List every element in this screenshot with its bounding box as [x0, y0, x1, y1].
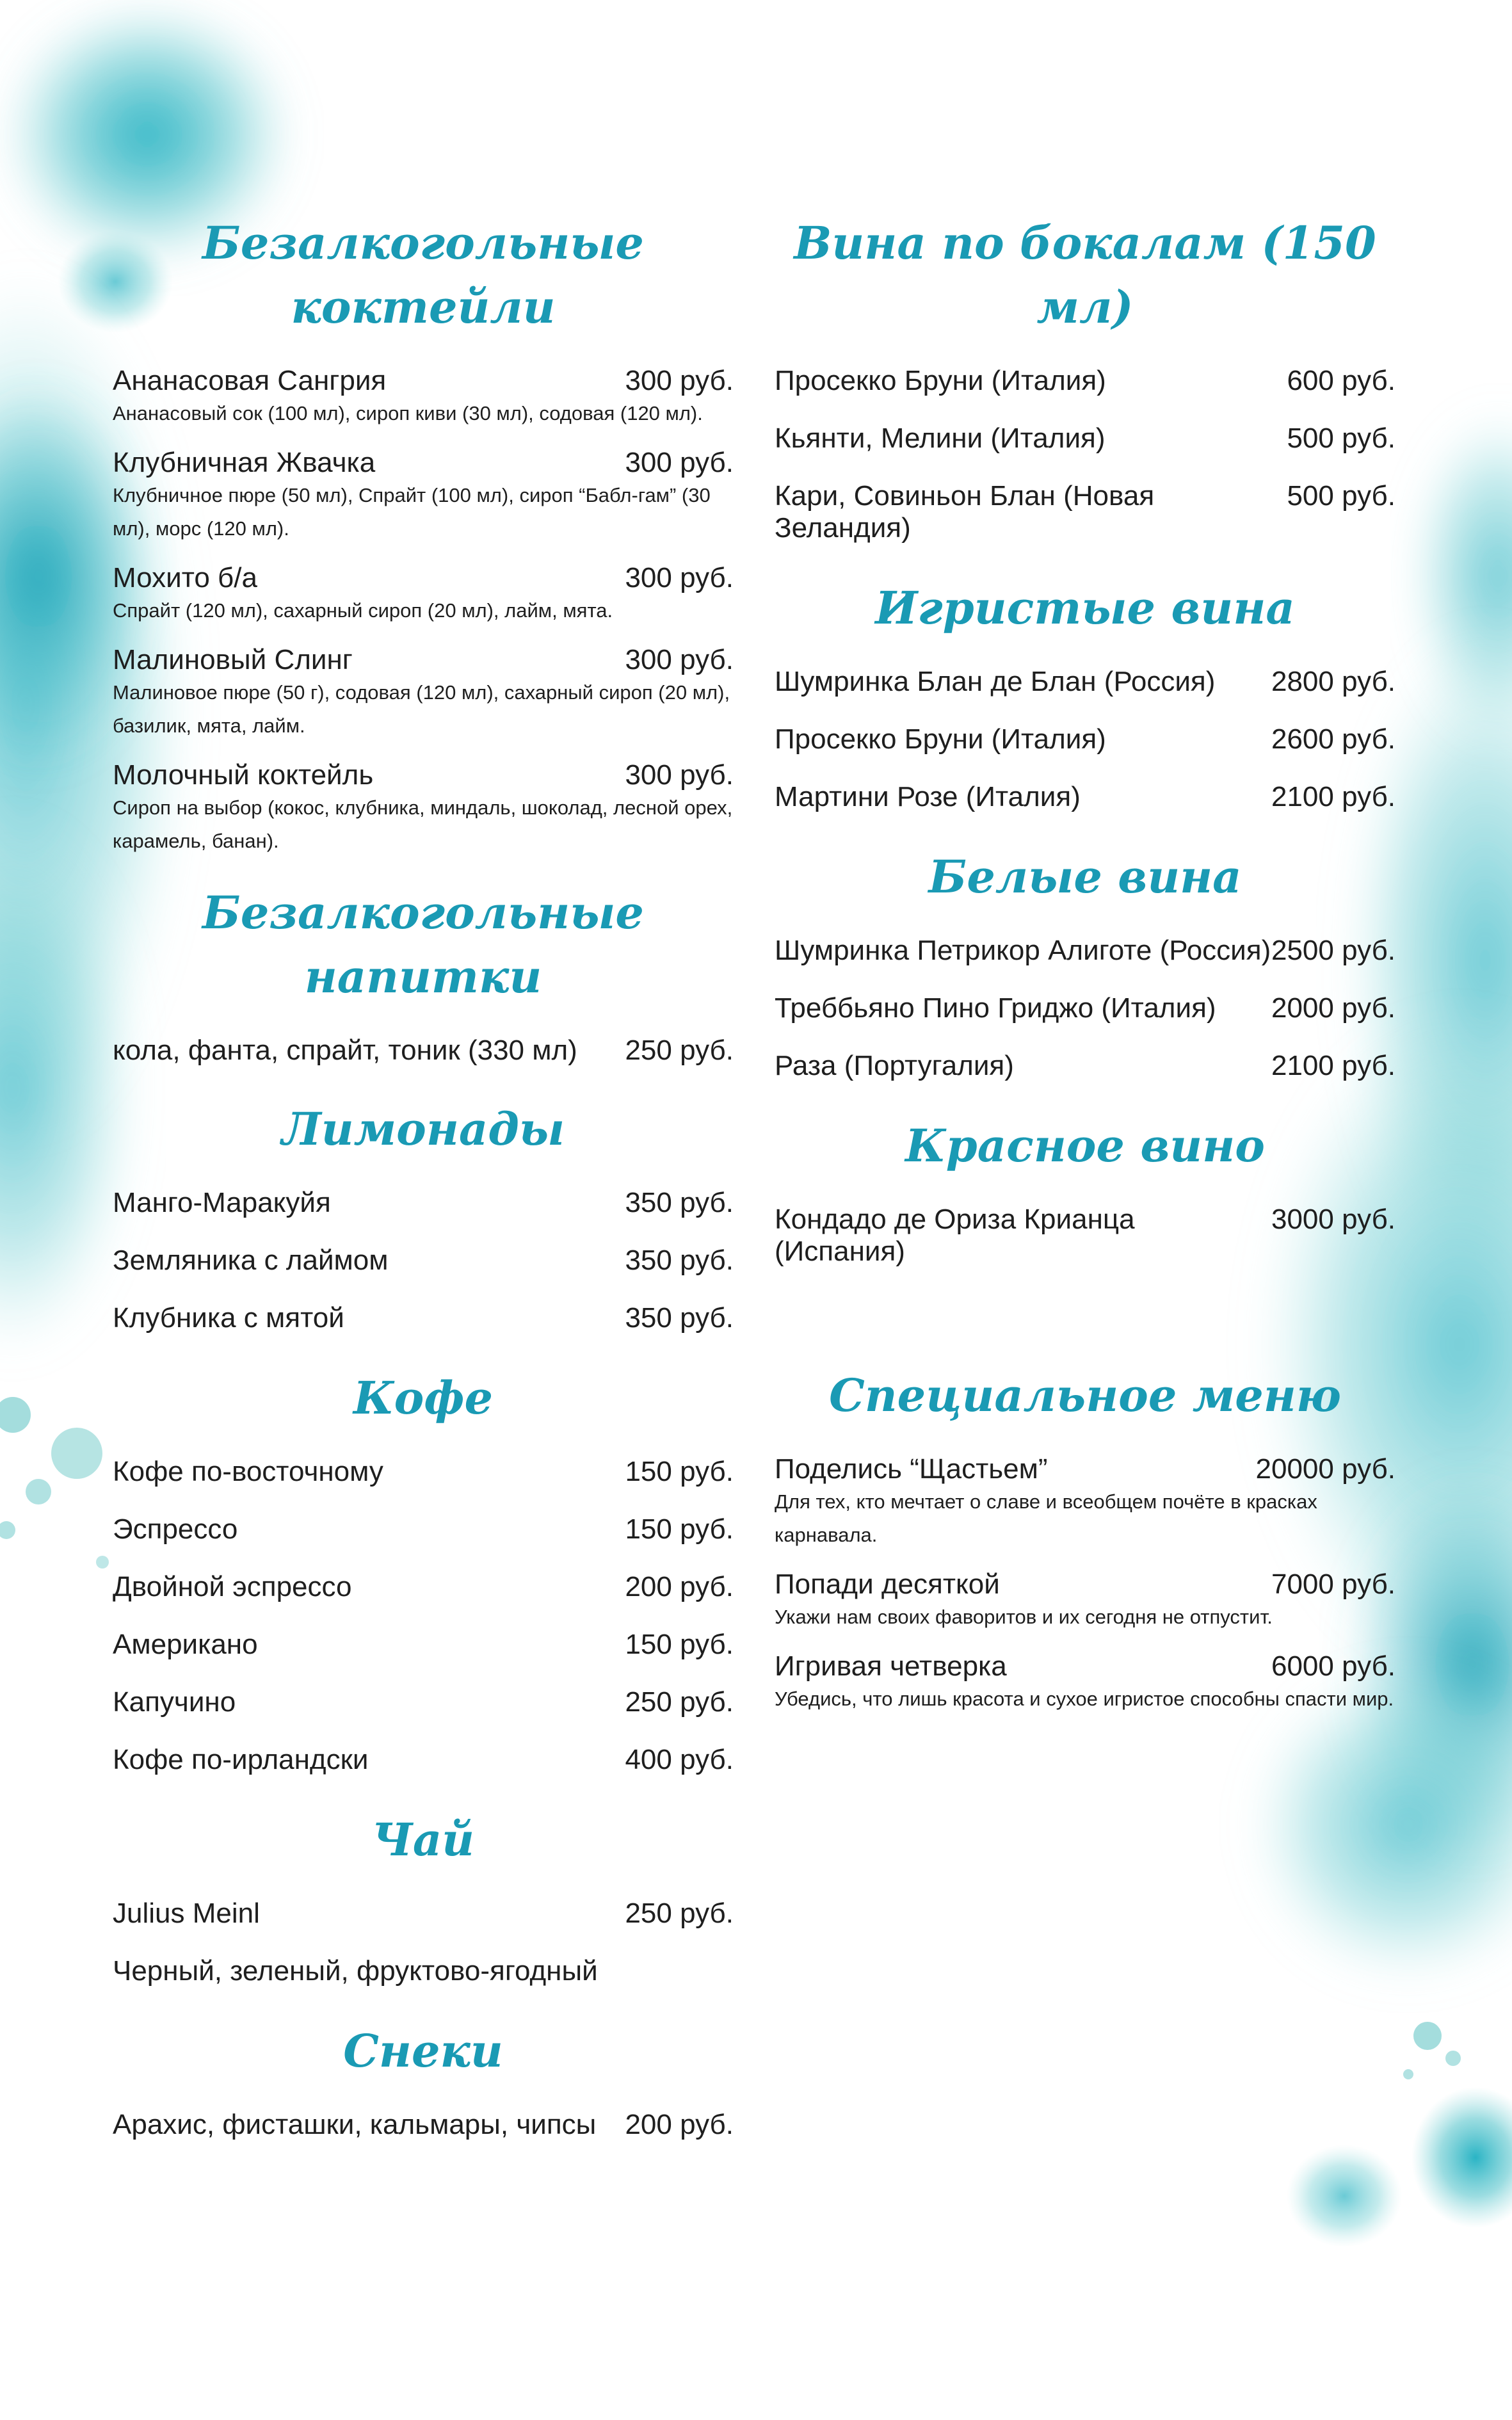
section-soft-drinks: [113, 881, 734, 1067]
section-title-sparkling-wines: Игристые вина: [875, 581, 1295, 634]
item-price: 300 руб.: [625, 759, 734, 791]
item-name: Игривая четверка: [775, 1650, 1007, 1682]
menu-item: [775, 1569, 1395, 1634]
item-price: 150 руб.: [625, 1456, 734, 1487]
item-description: Ананасовый сок (100 мл), сироп киви (30 мл), содовая (120 мл).: [113, 402, 703, 424]
item-price: 250 руб.: [625, 1686, 734, 1718]
item-name: Треббьяно Пино Гриджо (Италия): [775, 992, 1216, 1024]
item-name: Кондадо де Ориза Крианца (Испания): [775, 1204, 1135, 1267]
item-price: 300 руб.: [625, 447, 734, 478]
menu-item: [113, 1898, 734, 1930]
item-name: Кьянти, Мелини (Италия): [775, 423, 1106, 454]
section-title-soft-drinks: Безалкогольные напитки: [202, 886, 644, 1003]
item-name: Клубника с мятой: [113, 1302, 344, 1334]
menu-item: [775, 480, 1395, 544]
item-name: Эспрессо: [113, 1513, 238, 1545]
menu-item: [113, 365, 734, 430]
section-title-white-wines: Белые вина: [928, 850, 1242, 903]
menu-item: [113, 447, 734, 545]
item-price: 20000 руб.: [1255, 1453, 1395, 1485]
menu-item: [775, 423, 1395, 455]
section-red-wine: [775, 1114, 1395, 1268]
item-price: 350 руб.: [625, 1302, 734, 1334]
menu-item: [113, 1686, 734, 1718]
item-price: 200 руб.: [625, 2109, 734, 2140]
item-price: 150 руб.: [625, 1629, 734, 1660]
menu-item: [775, 935, 1395, 967]
menu-item: [775, 1050, 1395, 1082]
menu-item: [113, 1571, 734, 1603]
item-price: 2800 руб.: [1271, 666, 1395, 697]
menu-item: [775, 1453, 1395, 1552]
item-price: 300 руб.: [625, 562, 734, 593]
item-price: 2600 руб.: [1271, 723, 1395, 755]
item-name: Julius Meinl: [113, 1898, 260, 1929]
item-name: Просекко Бруни (Италия): [775, 723, 1106, 755]
item-name: Черный, зеленый, фруктово-ягодный: [113, 1955, 598, 1987]
section-wine-by-glass: [775, 211, 1395, 544]
menu-item: [113, 1187, 734, 1219]
item-name: Молочный коктейль: [113, 759, 374, 791]
menu-item: [113, 1456, 734, 1488]
menu-item: [113, 644, 734, 743]
section-coffee: [113, 1366, 734, 1776]
item-name: Манго-Маракуйя: [113, 1187, 331, 1218]
item-price: 400 руб.: [625, 1744, 734, 1775]
section-title-red-wine: Красное вино: [905, 1119, 1265, 1172]
section-title-cocktails: Безалкогольные коктейли: [202, 216, 644, 334]
item-name: Кофе по-ирландски: [113, 1744, 369, 1775]
item-price: 300 руб.: [625, 365, 734, 396]
section-title-coffee: Кофе: [353, 1371, 494, 1424]
section-tea: [113, 1808, 734, 1987]
section-title-wine-by-glass: Вина по бокалам (150 мл): [794, 216, 1376, 334]
item-price: 500 руб.: [1287, 423, 1395, 454]
menu-item: [775, 781, 1395, 813]
item-description: Для тех, кто мечтает о славе и всеобщем почёте в красках карнавала.: [775, 1490, 1317, 1546]
item-name: Двойной эспрессо: [113, 1571, 352, 1602]
left-column: [113, 211, 734, 2141]
menu-item: [113, 1513, 734, 1545]
menu-item: [113, 2109, 734, 2141]
menu-item: [113, 1302, 734, 1334]
section-title-special-menu: Специальное меню: [829, 1369, 1341, 1422]
right-column: [775, 211, 1395, 1716]
item-description: Малиновое пюре (50 г), содовая (120 мл), сахарный сироп (20 мл), базилик, мята, лайм.: [113, 681, 730, 737]
item-name: Мартини Розе (Италия): [775, 781, 1081, 812]
item-price: 350 руб.: [625, 1245, 734, 1276]
menu-item: [113, 1955, 734, 1987]
item-price: 2100 руб.: [1271, 781, 1395, 812]
item-name: Американо: [113, 1629, 258, 1660]
item-price: 6000 руб.: [1271, 1650, 1395, 1682]
item-price: 250 руб.: [625, 1898, 734, 1929]
menu-item: [775, 723, 1395, 755]
item-name: Шумринка Петрикор Алиготе (Россия): [775, 935, 1271, 966]
item-name: Просекко Бруни (Италия): [775, 365, 1106, 396]
item-price: 350 руб.: [625, 1187, 734, 1218]
menu-item: [113, 1629, 734, 1661]
item-name: Капучино: [113, 1686, 236, 1718]
menu-item: [113, 759, 734, 858]
item-name: Кари, Совиньон Блан (Новая Зеландия): [775, 480, 1155, 544]
section-sparkling-wines: [775, 576, 1395, 813]
section-title-tea: Чай: [371, 1813, 475, 1866]
menu-item: [113, 562, 734, 627]
item-description: Клубничное пюре (50 мл), Спрайт (100 мл), сироп “Бабл-гам” (30 мл), морс (120 мл).: [113, 484, 711, 540]
item-price: 150 руб.: [625, 1513, 734, 1545]
item-price: 300 руб.: [625, 644, 734, 675]
menu-item: [113, 1744, 734, 1776]
menu-item: [775, 992, 1395, 1024]
section-title-lemonades: Лимонады: [281, 1102, 565, 1156]
section-special-menu: [775, 1364, 1395, 1716]
section-white-wines: [775, 845, 1395, 1082]
item-price: 3000 руб.: [1271, 1204, 1395, 1235]
item-name: Ананасовая Сангрия: [113, 365, 387, 396]
item-price: 250 руб.: [625, 1035, 734, 1066]
item-price: 2100 руб.: [1271, 1050, 1395, 1081]
item-price: 500 руб.: [1287, 480, 1395, 512]
section-title-snacks: Снеки: [343, 2024, 503, 2077]
menu-item: [113, 1245, 734, 1277]
item-name: Мохито б/а: [113, 562, 257, 593]
section-cocktails: [113, 211, 734, 858]
item-name: кола, фанта, спрайт, тоник (330 мл): [113, 1035, 577, 1066]
section-snacks: [113, 2019, 734, 2141]
item-description: Спрайт (120 мл), сахарный сироп (20 мл), лайм, мята.: [113, 599, 613, 622]
section-lemonades: [113, 1097, 734, 1334]
item-name: Земляника с лаймом: [113, 1245, 389, 1276]
menu-item: [775, 1650, 1395, 1716]
item-price: 2500 руб.: [1271, 935, 1395, 966]
item-name: Попади десяткой: [775, 1569, 1000, 1600]
item-name: Поделись “Щастьем”: [775, 1453, 1048, 1485]
item-price: 200 руб.: [625, 1571, 734, 1602]
menu-item: [113, 1035, 734, 1067]
item-name: Малиновый Слинг: [113, 644, 353, 675]
item-name: Кофе по-восточному: [113, 1456, 383, 1487]
menu-item: [775, 365, 1395, 397]
menu-item: [775, 1204, 1395, 1268]
item-name: Шумринка Блан де Блан (Россия): [775, 666, 1216, 697]
item-price: 600 руб.: [1287, 365, 1395, 396]
item-description: Укажи нам своих фаворитов и их сегодня не отпустит.: [775, 1606, 1273, 1628]
menu-item: [775, 666, 1395, 698]
item-price: 7000 руб.: [1271, 1569, 1395, 1600]
item-name: Арахис, фисташки, кальмары, чипсы: [113, 2109, 597, 2140]
item-name: Раза (Португалия): [775, 1050, 1014, 1081]
item-description: Сироп на выбор (кокос, клубника, миндаль, шоколад, лесной орех, карамель, банан).: [113, 796, 733, 852]
item-description: Убедись, что лишь красота и сухое игристое способны спасти мир.: [775, 1688, 1394, 1710]
item-price: 2000 руб.: [1271, 992, 1395, 1024]
item-name: Клубничная Жвачка: [113, 447, 376, 478]
